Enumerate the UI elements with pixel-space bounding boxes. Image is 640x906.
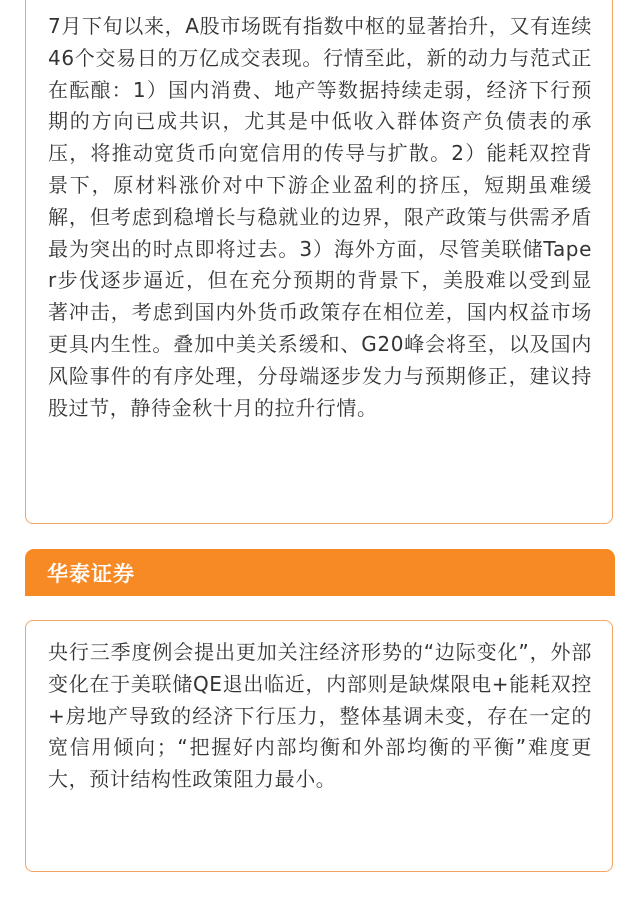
section-title: 华泰证券 (47, 561, 135, 586)
analysis-text-1: 7月下旬以来，A股市场既有指数中枢的显著抬升，又有连续46个交易日的万亿成交表现。行情至此，新的动力与范式正在酝酿：1）国内消费、地产等数据持续走弱，经济下行预期的方向已成共识，尤其是中低收入群体资产负债表的承压，将推动宽货币向宽信用的传导与扩散。2）能耗双控背景下，原材料涨价对中下游企业盈利的挤压，短期虽难缓解，但考虑到稳增长与稳就业的边界，限产政策与供需矛盾最为突出的时点即将过去。3）海外方面，尽管美联储Taper步伐逐步逼近，但在充分预期的背景下，美股难以受到显著冲击，考虑到国内外货币政策存在相位差，国内权益市场更具内生性。叠加中美关系缓和、G20峰会将至，以及国内风险事件的有序处理，分母端逐步发力与预期修正，建议持股过节，静待金秋十月的拉升行情。 (48, 14, 592, 420)
analysis-card-1 (25, 0, 613, 524)
section-header-huatai (25, 549, 615, 596)
analysis-text-2: 央行三季度例会提出更加关注经济形势的“边际变化”，外部变化在于美联储QE退出临近，内部则是缺煤限电+能耗双控+房地产导致的经济下行压力，整体基调未变，存在一定的宽信用倾向；“把握好内部均衡和外部均衡的平衡”难度更大，预计结构性政策阻力最小。 (48, 640, 592, 792)
analysis-card-2 (25, 620, 613, 872)
